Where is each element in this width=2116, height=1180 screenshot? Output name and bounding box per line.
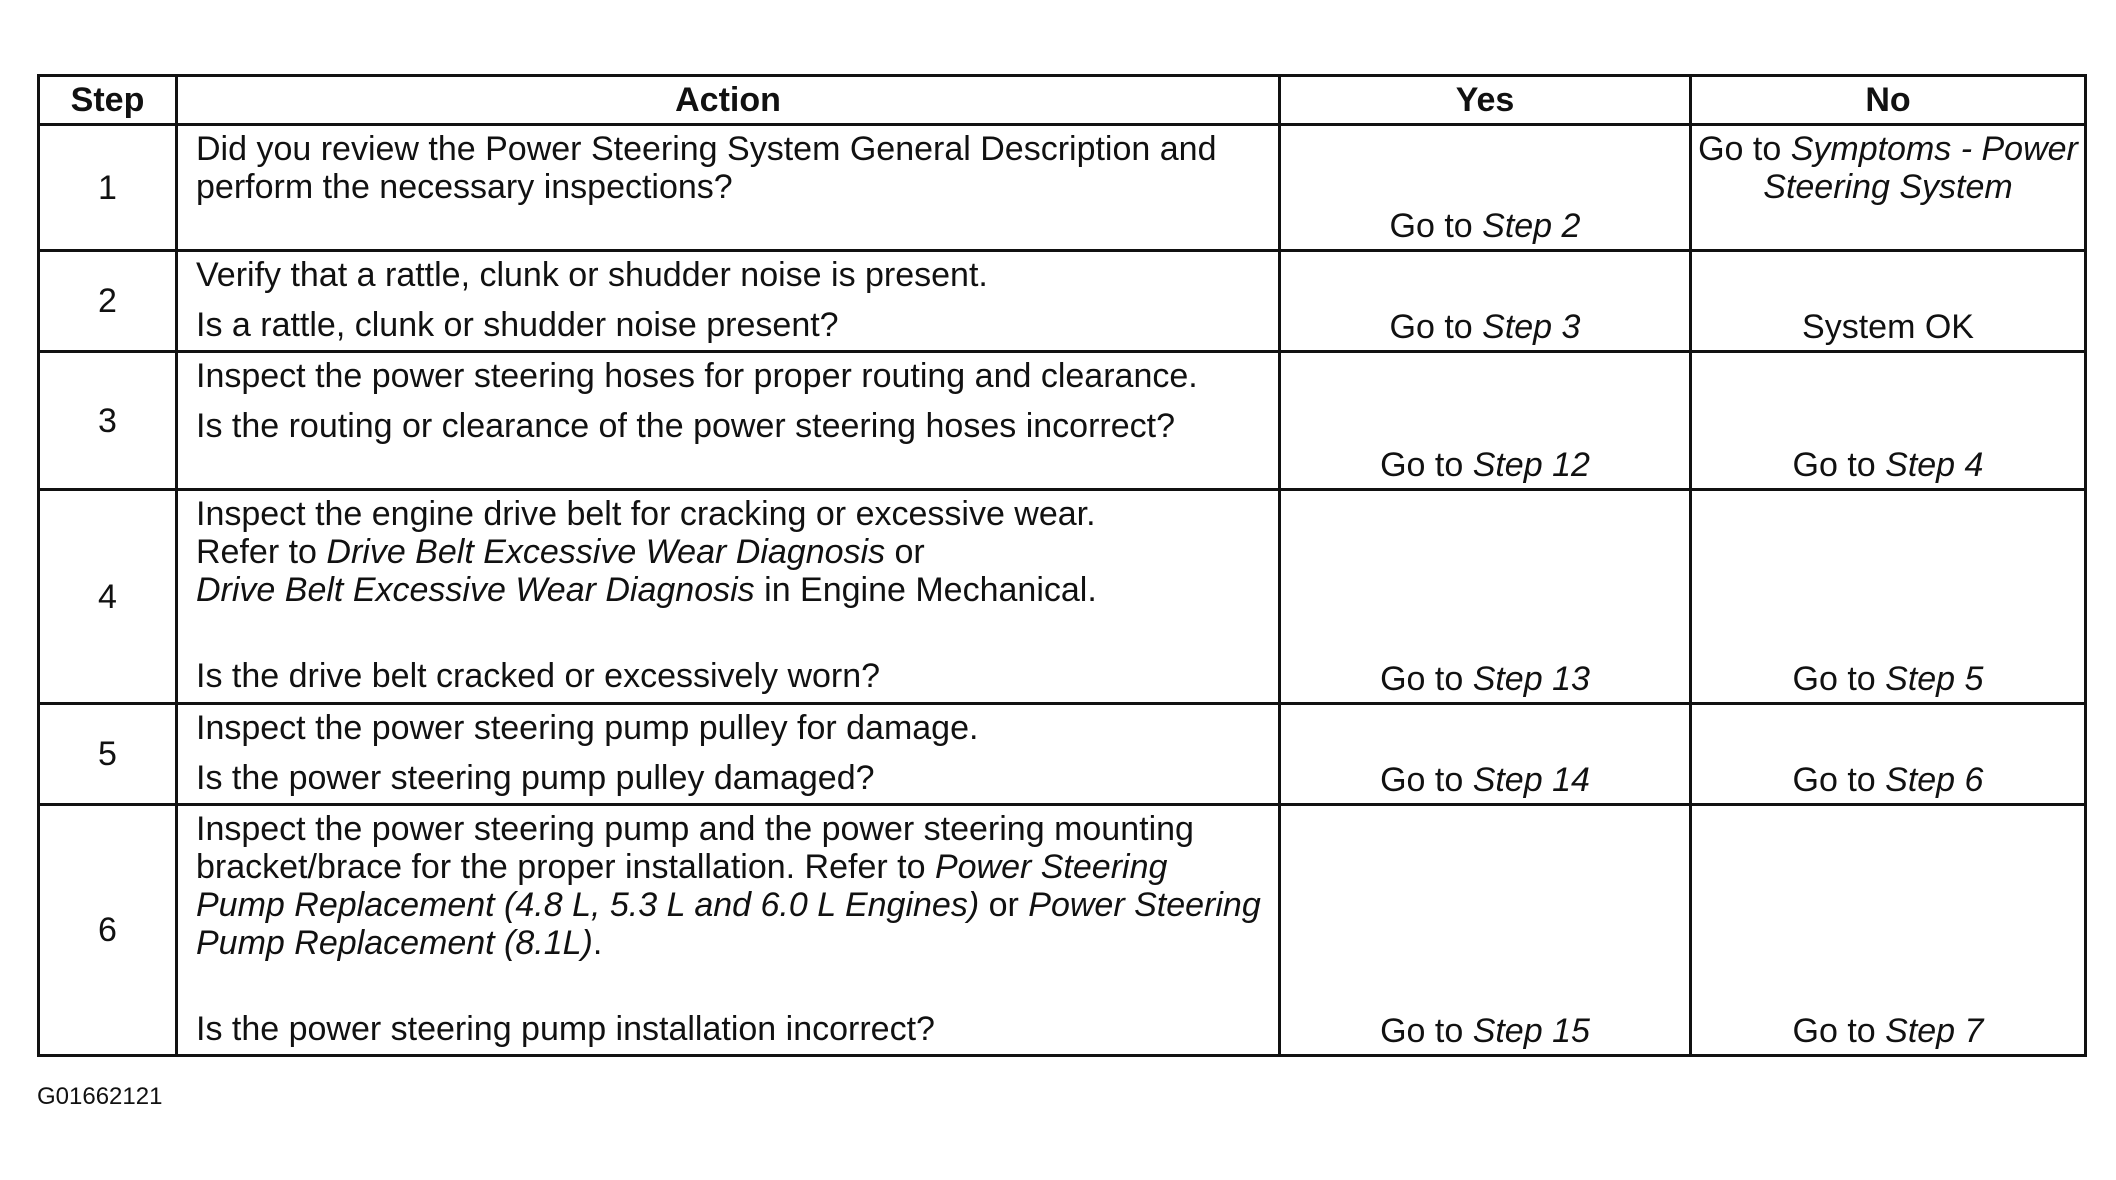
- action-text: Verify that a rattle, clunk or shudder noise is present.: [196, 256, 988, 294]
- action-cell: [177, 352, 1280, 490]
- header-yes: Yes: [1280, 76, 1691, 125]
- action-text: [196, 810, 1264, 962]
- no-step-link[interactable]: Step 5: [1885, 660, 1984, 698]
- yes-step-link[interactable]: Step 2: [1482, 207, 1581, 245]
- action-cell: [177, 805, 1280, 1056]
- no-cell: [1691, 251, 2086, 352]
- suffix-text: in Engine Mechanical.: [754, 571, 1097, 609]
- or-text: or: [979, 886, 1029, 924]
- step-number: 5: [39, 704, 177, 805]
- step-number: 1: [39, 125, 177, 251]
- no-cell: [1691, 125, 2086, 251]
- yes-cell: [1280, 704, 1691, 805]
- no-prefix: Go to: [1698, 130, 1791, 168]
- no-cell: [1691, 704, 2086, 805]
- yes-cell: [1280, 805, 1691, 1056]
- no-prefix: Go to: [1792, 660, 1886, 698]
- yes-step-link[interactable]: Step 14: [1472, 761, 1590, 799]
- reference-link[interactable]: Power Steering Pump Replacement (4.8 L, 5.3 L and 6.0 L Engines): [196, 848, 1168, 924]
- yes-prefix: Go to: [1380, 660, 1473, 698]
- refer-text: Refer to: [196, 533, 327, 571]
- action-cell: [177, 704, 1280, 805]
- yes-cell: [1280, 490, 1691, 704]
- action-question: Is the drive belt cracked or excessively worn?: [196, 657, 881, 695]
- yes-prefix: Go to: [1380, 761, 1473, 799]
- suffix-text: .: [592, 924, 603, 962]
- step-number: 3: [39, 352, 177, 490]
- figure-code: G01662121: [37, 1083, 163, 1110]
- no-prefix: Go to: [1792, 761, 1886, 799]
- yes-cell: [1280, 125, 1691, 251]
- action-question: Is the power steering pump pulley damaged?: [196, 759, 875, 797]
- step-number: 2: [39, 251, 177, 352]
- no-cell: [1691, 490, 2086, 704]
- no-prefix: Go to: [1792, 1012, 1886, 1050]
- yes-prefix: Go to: [1380, 1012, 1473, 1050]
- no-text: System OK: [1802, 308, 1974, 346]
- action-text: [196, 495, 1264, 609]
- yes-cell: [1280, 352, 1691, 490]
- reference-link[interactable]: Power Steering Pump Replacement (8.1L): [196, 886, 1261, 962]
- no-symptoms-link[interactable]: Symptoms - Power Steering System: [1763, 130, 2078, 206]
- no-prefix: Go to: [1792, 446, 1886, 484]
- action-question: Is a rattle, clunk or shudder noise present?: [196, 306, 839, 344]
- action-question: Is the power steering pump installation incorrect?: [196, 1010, 935, 1048]
- action-cell: [177, 251, 1280, 352]
- yes-cell: [1280, 251, 1691, 352]
- or-text: or: [885, 533, 925, 571]
- table-row: [39, 805, 2086, 1056]
- yes-step-link[interactable]: Step 13: [1472, 660, 1590, 698]
- action-line: Inspect the engine drive belt for cracking or excessive wear.: [196, 495, 1096, 533]
- header-action: Action: [177, 76, 1280, 125]
- no-step-link[interactable]: Step 4: [1885, 446, 1984, 484]
- action-question: Is the routing or clearance of the power steering hoses incorrect?: [196, 407, 1175, 445]
- action-text: Did you review the Power Steering System General Description and perform the necessary inspections?: [196, 130, 1217, 206]
- table-row: [39, 490, 2086, 704]
- action-cell: [177, 490, 1280, 704]
- reference-link[interactable]: Drive Belt Excessive Wear Diagnosis: [196, 571, 755, 609]
- step-number: 6: [39, 805, 177, 1056]
- action-line: Inspect the power steering pump and the power steering mounting bracket/brace for the proper installation. Refer to: [196, 810, 1194, 886]
- no-step-link[interactable]: Step 7: [1885, 1012, 1984, 1050]
- diagnostic-table: [37, 74, 2087, 1057]
- action-text: Inspect the power steering pump pulley for damage.: [196, 709, 979, 747]
- header-step: Step: [39, 76, 177, 125]
- table-row: [39, 251, 2086, 352]
- header-no: No: [1691, 76, 2086, 125]
- table-row: [39, 704, 2086, 805]
- yes-prefix: Go to: [1380, 446, 1473, 484]
- table-row: [39, 125, 2086, 251]
- table-row: [39, 352, 2086, 490]
- action-text: Inspect the power steering hoses for proper routing and clearance.: [196, 357, 1198, 395]
- action-cell: [177, 125, 1280, 251]
- step-number: 4: [39, 490, 177, 704]
- yes-prefix: Go to: [1389, 308, 1483, 346]
- yes-step-link[interactable]: Step 3: [1482, 308, 1581, 346]
- no-cell: [1691, 352, 2086, 490]
- table-header-row: [39, 76, 2086, 125]
- no-step-link[interactable]: Step 6: [1885, 761, 1984, 799]
- yes-prefix: Go to: [1389, 207, 1483, 245]
- reference-link[interactable]: Drive Belt Excessive Wear Diagnosis: [326, 533, 886, 571]
- no-cell: [1691, 805, 2086, 1056]
- yes-step-link[interactable]: Step 12: [1472, 446, 1590, 484]
- yes-step-link[interactable]: Step 15: [1472, 1012, 1590, 1050]
